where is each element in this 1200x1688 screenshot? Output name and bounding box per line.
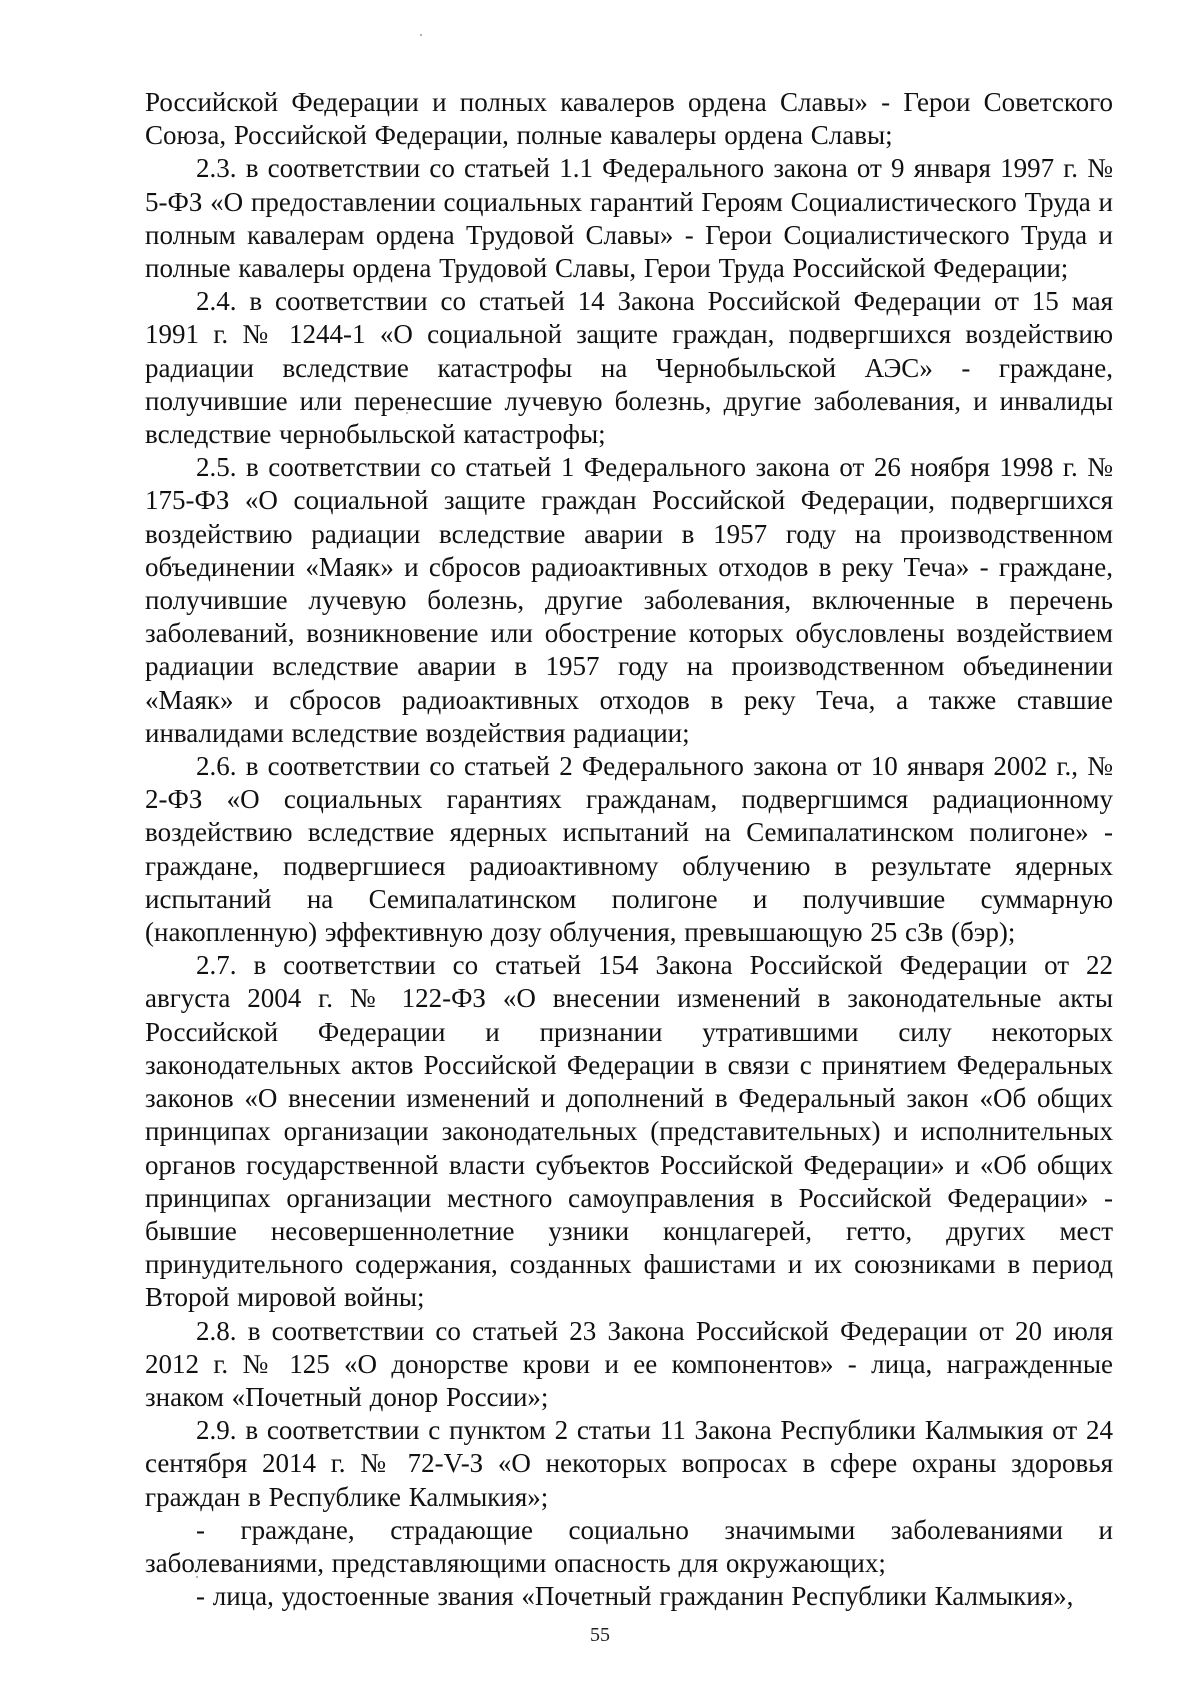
scan-speck xyxy=(420,34,422,36)
document-body xyxy=(145,86,1113,1613)
paragraph-2-9: 2.9. в соответствии с пунктом 2 статьи 11 Закона Республики Калмыкия от 24 сентября 2014 г. № 72-V-З «О некоторых вопросах в сфере охраны здоровья граждан в Республике Калмыкия»; xyxy=(145,1415,1113,1512)
paragraph-2-4: 2.4. в соответствии со статьей 14 Закона Российской Федерации от 15 мая 1991 г. № 1244-1 «О социальной защите граждан, подвергшихся воздействию радиации вследствие катастрофы на Чернобыльской АЭС» - граждане, получившие или перенесшие лучевую болезнь, другие заболевания, и инвалиды вследствие чернобыльской катастрофы; xyxy=(145,286,1113,450)
list-item-honorary-citizen: - лица, удостоенные звания «Почетный гражданин Республики Калмыкия», xyxy=(196,1581,1074,1612)
paragraph-2-6: 2.6. в соответствии со статьей 2 Федерального закона от 10 января 2002 г., № 2-ФЗ «О социальных гарантиях гражданам, подвергшимся радиационному воздействию вследствие ядерных испытаний на Семипалатинском полигоне» - граждане, подвергшиеся радиоактивному облучению в результате ядерных испытаний на Семипалатинском полигоне и получившие суммарную (накопленную) эффективную дозу облучения, превышающую 25 сЗв (бэр); xyxy=(145,751,1113,948)
list-item-diseases: - граждане, страдающие социально значимыми заболеваниями и заболеваниями, представляющими опасность для окружающих; xyxy=(145,1514,1113,1578)
paragraph-2-7: 2.7. в соответствии со статьей 154 Закона Российской Федерации от 22 августа 2004 г. № 122-ФЗ «О внесении изменений в законодательные акты Российской Федерации и признании утратившими силу некоторых законодательных актов Российской Федерации в связи с принятием Федеральных законов «О внесении изменений и дополнений в Федеральный закон «Об общих принципах организации законодательных (представительных) и исполнительных органов государственной власти субъектов Российской Федерации» и «Об общих принципах организации местного самоуправления в Российской Федерации» - бывшие несовершеннолетние узники концлагерей, гетто, других мест принудительного содержания, созданных фашистами и их союзниками в период Второй мировой войны; xyxy=(145,950,1113,1313)
page-number: 55 xyxy=(590,1624,610,1646)
paragraph-2-3: 2.3. в соответствии со статьей 1.1 Федерального закона от 9 января 1997 г. № 5-ФЗ «О предоставлении социальных гарантий Героям Социалистического Труда и полным кавалерам ордена Трудовой Славы» - Герои Социалистического Труда и полные кавалеры ордена Трудовой Славы, Герои Труда Российской Федерации; xyxy=(145,153,1113,284)
paragraph-2-5: 2.5. в соответствии со статьей 1 Федерального закона от 26 ноября 1998 г. № 175-ФЗ «О социальной защите граждан Российской Федерации, подвергшихся воздействию радиации вследствие аварии в 1957 году на производственном объединении «Маяк» и сбросов радиоактивных отходов в реку Теча» - граждане, получившие лучевую болезнь, другие заболевания, включенные в перечень заболеваний, возникновение или обострение которых обусловлены воздействием радиации вследствие аварии в 1957 году на производственном объединении «Маяк» и сбросов радиоактивных отходов в реку Теча, а также ставшие инвалидами вследствие воздействия радиации; xyxy=(145,452,1113,748)
paragraph-2-8: 2.8. в соответствии со статьей 23 Закона Российской Федерации от 20 июля 2012 г. № 125 «О донорстве крови и ее компонентов» - лица, награжденные знаком «Почетный донор России»; xyxy=(145,1315,1113,1412)
paragraph-continuation: Российской Федерации и полных кавалеров ордена Славы» - Герои Советского Союза, Российской Федерации, полные кавалеры ордена Славы; xyxy=(145,87,1113,151)
